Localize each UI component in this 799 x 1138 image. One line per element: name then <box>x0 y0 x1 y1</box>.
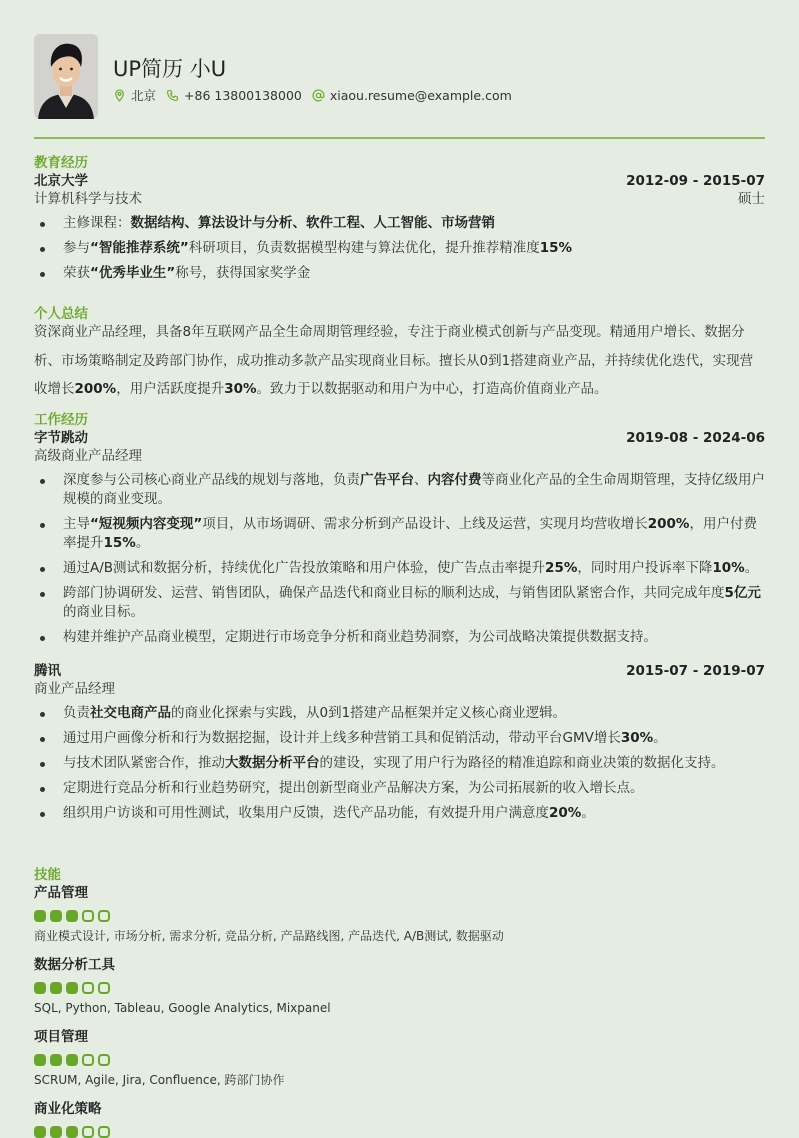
skill-rating <box>34 910 765 922</box>
bullet-item: 深度参与公司核心商业产品线的规划与落地，负责广告平台、内容付费等商业化产品的全生命周期管理，支持亿级用户规模的商业变现。 <box>34 471 765 509</box>
location-text: 北京 <box>131 88 157 103</box>
bullet-item: 主修课程：数据结构、算法设计与分析、软件工程、人工智能、市场营销 <box>34 214 765 233</box>
job-dates: 2019-08 - 2024-06 <box>626 430 765 446</box>
work-section <box>34 411 765 823</box>
skill-name: 产品管理 <box>34 885 88 901</box>
rating-dot-filled-icon <box>50 1054 62 1066</box>
bullet-item: 荣获“优秀毕业生”称号，获得国家奖学金 <box>34 264 765 283</box>
rating-dot-empty-icon <box>82 1054 94 1066</box>
education-dates: 2012-09 - 2015-07 <box>626 173 765 189</box>
section-title-skills: 技能 <box>34 867 61 883</box>
section-title-work: 工作经历 <box>34 412 88 428</box>
email-text: xiaou.resume@example.com <box>329 87 512 103</box>
rating-dot-filled-icon <box>50 1126 62 1138</box>
section-title-education: 教育经历 <box>34 155 88 171</box>
job-dates: 2015-07 - 2019-07 <box>626 663 765 679</box>
skill-item <box>34 1028 765 1088</box>
contact-phone[interactable] <box>166 88 302 103</box>
skills-section <box>34 866 765 1138</box>
skill-name: 项目管理 <box>34 1029 88 1045</box>
rating-dot-empty-icon <box>98 1054 110 1066</box>
bullet-item: 通过A/B测试和数据分析，持续优化广告投放策略和用户体验，使广告点击率提升25%，同时用户投诉率下降10%。 <box>34 559 765 578</box>
skill-description: SCRUM, Agile, Jira, Confluence, 跨部门协作 <box>34 1073 285 1087</box>
rating-dot-filled-icon <box>66 910 78 922</box>
rating-dot-empty-icon <box>98 910 110 922</box>
skill-item <box>34 956 765 1016</box>
bullet-item: 通过用户画像分析和行为数据挖掘，设计并上线多种营销工具和促销活动，带动平台GMV增长30%。 <box>34 729 765 748</box>
profile-photo <box>34 34 98 119</box>
rating-dot-filled-icon <box>66 1054 78 1066</box>
phone-text: +86 13800138000 <box>184 87 302 103</box>
skill-name: 商业化策略 <box>34 1101 102 1117</box>
rating-dot-empty-icon <box>82 982 94 994</box>
skill-rating <box>34 1054 765 1066</box>
bullet-item: 构建并维护产品商业模型，定期进行市场竞争分析和商业趋势洞察，为公司战略决策提供数据支持。 <box>34 628 765 647</box>
rating-dot-filled-icon <box>34 1126 46 1138</box>
skill-rating <box>34 982 765 994</box>
school-name: 北京大学 <box>34 173 88 189</box>
bullet-item: 主导“短视频内容变现”项目，从市场调研、需求分析到产品设计、上线及运营，实现月均营收增长200%，用户付费率提升15%。 <box>34 515 765 553</box>
rating-dot-empty-icon <box>98 982 110 994</box>
summary-section <box>34 305 765 404</box>
header-divider <box>34 137 765 139</box>
job-tencent <box>34 662 765 823</box>
skill-name: 数据分析工具 <box>34 957 115 973</box>
company-name: 字节跳动 <box>34 430 88 446</box>
bullet-item: 组织用户访谈和可用性测试，收集用户反馈，迭代产品功能，有效提升用户满意度20%。 <box>34 804 765 823</box>
skill-description: 商业模式设计, 市场分析, 需求分析, 竞品分析, 产品路线图, 产品迭代, A/B测试, 数据驱动 <box>34 929 504 943</box>
section-title-summary: 个人总结 <box>34 306 88 322</box>
rating-dot-filled-icon <box>34 1054 46 1066</box>
degree: 硕士 <box>738 191 765 207</box>
job-role: 高级商业产品经理 <box>34 448 142 464</box>
job-bullets <box>34 471 765 647</box>
bullet-item: 与技术团队紧密合作，推动大数据分析平台的建设，实现了用户行为路径的精准追踪和商业决策的数据化支持。 <box>34 754 765 773</box>
rating-dot-filled-icon <box>50 982 62 994</box>
location-pin-icon <box>113 89 126 102</box>
job-bullets <box>34 704 765 823</box>
bullet-item: 跨部门协调研发、运营、销售团队，确保产品迭代和商业目标的顺利达成，与销售团队紧密合作，共同完成年度5亿元的商业目标。 <box>34 584 765 622</box>
rating-dot-empty-icon <box>98 1126 110 1138</box>
company-name: 腾讯 <box>34 663 61 679</box>
major: 计算机科学与技术 <box>34 191 142 207</box>
rating-dot-filled-icon <box>50 910 62 922</box>
summary-text: 资深商业产品经理，具备8年互联网产品全生命周期管理经验，专注于商业模式创新与产品变现。精通用户增长、数据分析、市场策略制定及跨部门协作，成功推动多款产品实现商业目标。擅长从0到1搭建商业产品，并持续优化迭代，实现营收增长200%，用户活跃度提升30%。致力于以数据驱动和用户为中心，打造高价值商业产品。 <box>34 324 754 397</box>
rating-dot-empty-icon <box>82 910 94 922</box>
job-role: 商业产品经理 <box>34 681 115 697</box>
contact-info <box>113 86 522 104</box>
candidate-name: UP简历 小U <box>113 57 227 81</box>
rating-dot-filled-icon <box>66 1126 78 1138</box>
contact-email[interactable] <box>312 88 512 103</box>
at-sign-icon <box>312 89 325 102</box>
skill-description: SQL, Python, Tableau, Google Analytics, Mixpanel <box>34 1001 331 1015</box>
skill-item <box>34 884 765 944</box>
contact-location <box>113 86 156 104</box>
skill-item <box>34 1100 765 1138</box>
rating-dot-filled-icon <box>34 982 46 994</box>
phone-icon <box>166 89 179 102</box>
resume-page <box>34 0 765 1117</box>
rating-dot-empty-icon <box>82 1126 94 1138</box>
skill-rating <box>34 1126 765 1138</box>
job-bytedance <box>34 429 765 647</box>
resume-header <box>34 0 765 138</box>
rating-dot-filled-icon <box>66 982 78 994</box>
education-section <box>34 154 765 283</box>
bullet-item: 定期进行竞品分析和行业趋势研究，提出创新型商业产品解决方案，为公司拓展新的收入增长点。 <box>34 779 765 798</box>
bullet-item: 参与“智能推荐系统”科研项目，负责数据模型构建与算法优化，提升推荐精准度15% <box>34 239 765 258</box>
bullet-item: 负责社交电商产品的商业化探索与实践，从0到1搭建产品框架并定义核心商业逻辑。 <box>34 704 765 723</box>
education-bullets <box>34 214 765 283</box>
rating-dot-filled-icon <box>34 910 46 922</box>
